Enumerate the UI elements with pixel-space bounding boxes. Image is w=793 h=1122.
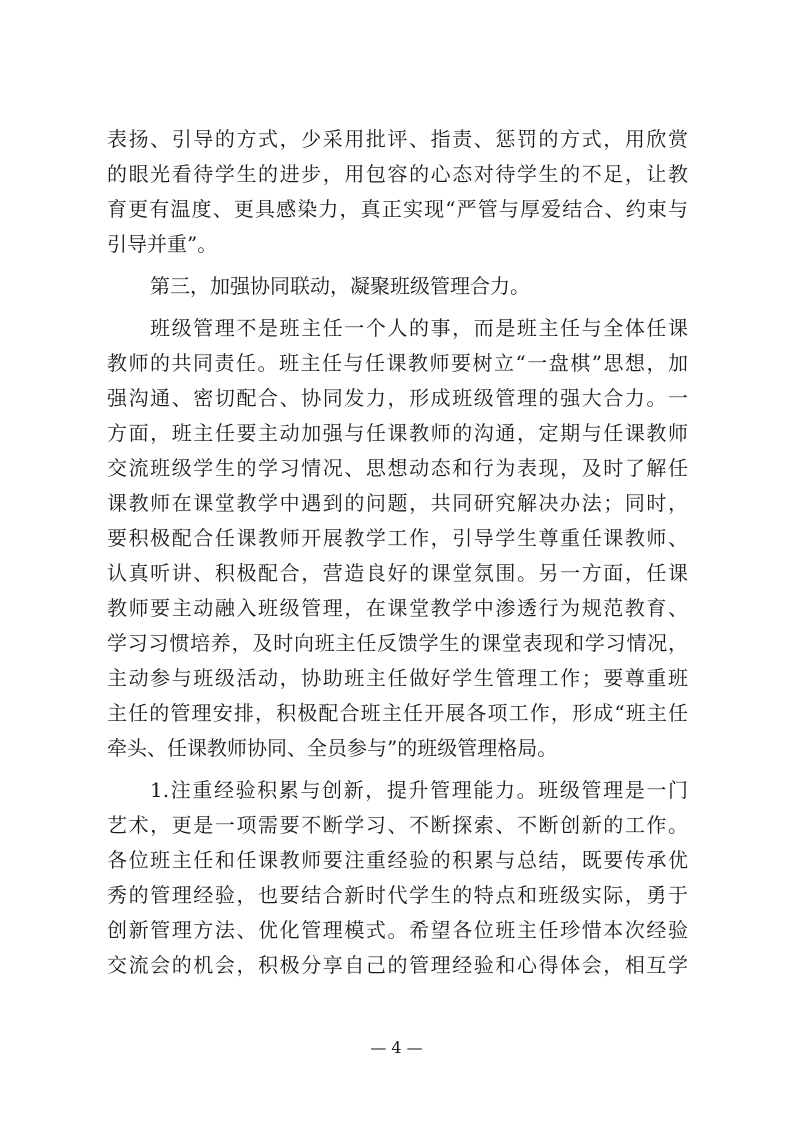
- text-line: 主任的管理安排，积极配合班主任开展各项工作，形成“班主任: [107, 701, 688, 725]
- text-line: 牵头、任课教师协同、全员参与”的班级管理格局。: [107, 736, 558, 760]
- text-line: 教师的共同责任。班主任与任课教师要树立“一盘棋”思想，加: [107, 351, 688, 375]
- text-line: 学习习惯培养，及时向班主任反馈学生的课堂表现和学习情况，: [107, 631, 688, 655]
- text-line: 教师要主动融入班级管理，在课堂教学中渗透行为规范教育、: [107, 596, 688, 620]
- paragraph-experience-innovation: [107, 773, 688, 983]
- text-line: 引导并重”。: [107, 232, 218, 256]
- page-number: — 4 —: [370, 1038, 423, 1057]
- paragraph-collaboration: [107, 311, 688, 766]
- text-line: 表扬、引导的方式，少采用批评、指责、惩罚的方式，用欣赏: [107, 127, 688, 151]
- text-line: 课教师在课堂教学中遇到的问题，共同研究解决办法；同时，: [107, 491, 688, 515]
- text-line: 班级管理不是班主任一个人的事，而是班主任与全体任课: [150, 316, 688, 340]
- section-heading: 第三，加强协同联动，凝聚班级管理合力。: [150, 274, 530, 298]
- text-line: 主动参与班级活动，协助班主任做好学生管理工作；要尊重班: [107, 666, 688, 690]
- document-body: [107, 122, 688, 983]
- paragraph-praise-guidance: [107, 122, 688, 262]
- text-line: 育更有温度、更具感染力，真正实现“严管与厚爱结合、约束与: [107, 197, 688, 221]
- text-line: 1.注重经验积累与创新，提升管理能力。班级管理是一门: [150, 778, 688, 802]
- text-line: 交流班级学生的学习情况、思想动态和行为表现，及时了解任: [107, 456, 688, 480]
- text-line: 要积极配合任课教师开展教学工作，引导学生尊重任课教师、: [107, 526, 688, 550]
- text-line: 认真听讲、积极配合，营造良好的课堂氛围。另一方面，任课: [107, 561, 688, 585]
- text-line: 各位班主任和任课教师要注重经验的积累与总结，既要传承优: [107, 848, 688, 872]
- text-line: 秀的管理经验，也要结合新时代学生的特点和班级实际，勇于: [107, 883, 688, 907]
- text-line: 方面，班主任要主动加强与任课教师的沟通，定期与任课教师: [107, 421, 688, 445]
- text-line: 强沟通、密切配合、协同发力，形成班级管理的强大合力。一: [107, 386, 688, 410]
- text-line: 创新管理方法、优化管理模式。希望各位班主任珍惜本次经验: [107, 918, 688, 942]
- section-heading-third: [107, 269, 688, 304]
- text-line: 艺术，更是一项需要不断学习、不断探索、不断创新的工作。: [107, 813, 688, 837]
- text-line: 的眼光看待学生的进步，用包容的心态对待学生的不足，让教: [107, 162, 688, 186]
- text-line: 交流会的机会，积极分享自己的管理经验和心得体会，相互学: [107, 953, 688, 977]
